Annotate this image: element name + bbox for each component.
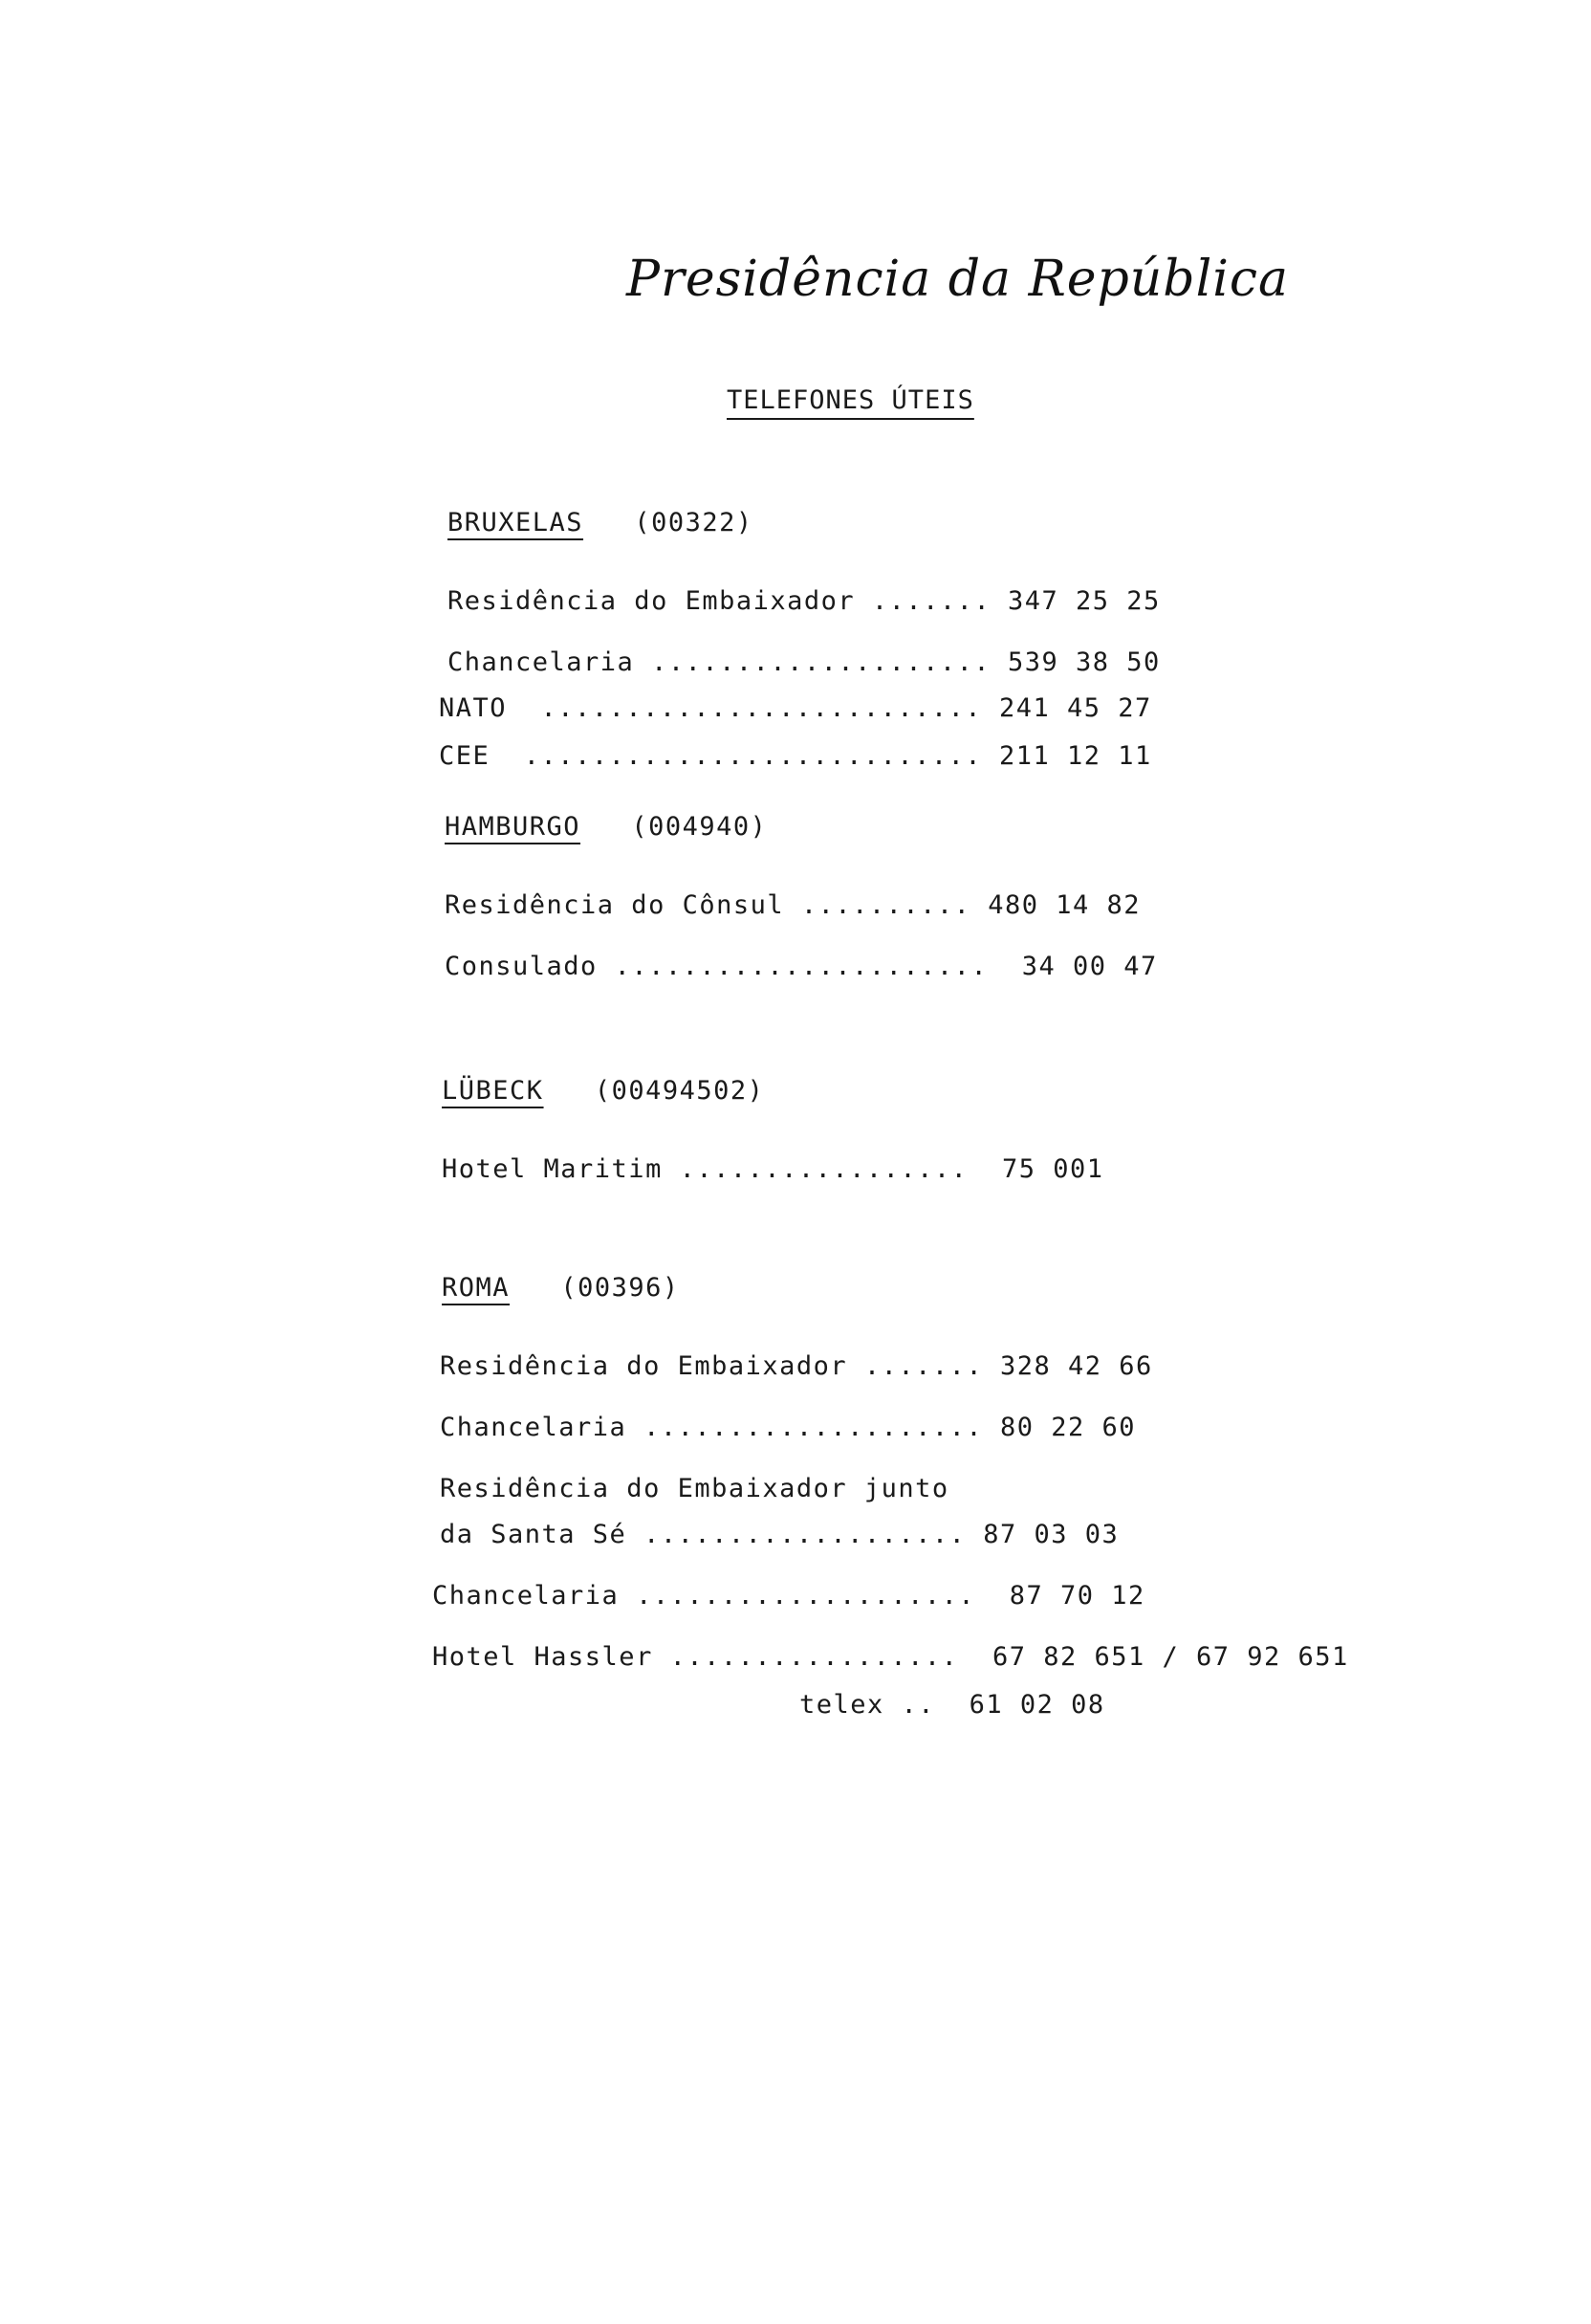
phone-entry <box>440 1350 1153 1383</box>
phone-entry <box>440 1412 1136 1444</box>
phone-entry <box>432 1580 1145 1612</box>
city-name: HAMBURGO <box>445 812 581 842</box>
letterhead: Presidência da República <box>626 251 1289 308</box>
entry-label: Residência do Cônsul <box>445 890 785 920</box>
phone-entry <box>439 740 1152 773</box>
dot-leader: ....... <box>863 1351 984 1381</box>
dot-leader: ................... <box>643 1520 967 1549</box>
section-heading-bruxelas <box>447 507 753 539</box>
dialing-code: (00396) <box>560 1273 680 1303</box>
dialing-code: (004940) <box>631 812 768 842</box>
dialing-code: (00322) <box>634 508 753 537</box>
dot-leader: ........................... <box>523 741 983 771</box>
entry-label: Chancelaria <box>447 647 635 677</box>
phone-number: 347 25 25 <box>1007 586 1161 616</box>
dot-leader: .. <box>901 1690 936 1720</box>
entry-label: Hotel Hassler <box>432 1642 653 1672</box>
section-heading-roma <box>442 1272 680 1305</box>
dot-leader: ................. <box>679 1154 969 1184</box>
city-name: ROMA <box>442 1273 511 1303</box>
phone-number: 87 03 03 <box>983 1520 1120 1549</box>
phone-number: 241 45 27 <box>998 693 1152 723</box>
entry-label: telex <box>799 1690 884 1720</box>
phone-number: 61 02 08 <box>969 1690 1105 1720</box>
phone-number: 328 42 66 <box>999 1351 1153 1381</box>
phone-entry <box>440 1473 949 1505</box>
dialing-code: (00494502) <box>594 1076 765 1106</box>
city-name: LÜBECK <box>442 1076 544 1106</box>
entry-label: NATO <box>439 693 508 723</box>
entry-label: Residência do Embaixador <box>447 586 856 616</box>
phone-number: 480 14 82 <box>988 890 1142 920</box>
dot-leader: ................. <box>669 1642 959 1672</box>
city-name: BRUXELAS <box>447 508 584 537</box>
phone-number: 211 12 11 <box>998 741 1152 771</box>
phone-entry <box>439 692 1152 725</box>
phone-number: 67 82 651 / 67 92 651 <box>992 1642 1349 1672</box>
phone-entry <box>447 647 1161 679</box>
phone-entry <box>442 1153 1104 1186</box>
phone-entry <box>447 585 1161 618</box>
section-heading-hamburgo <box>445 811 767 844</box>
phone-number: 87 70 12 <box>1009 1581 1145 1611</box>
dot-leader: .......................... <box>540 693 983 723</box>
dot-leader: .......... <box>800 890 971 920</box>
phone-number: 539 38 50 <box>1007 647 1161 677</box>
dot-leader: .................... <box>651 647 992 677</box>
entry-label: Residência do Embaixador <box>440 1351 848 1381</box>
dot-leader: .................... <box>636 1581 976 1611</box>
phone-entry <box>445 889 1141 922</box>
document-title: TELEFONES ÚTEIS <box>727 385 974 415</box>
entry-label: Chancelaria <box>440 1413 627 1442</box>
entry-label: Chancelaria <box>432 1581 620 1611</box>
section-heading-lubeck <box>442 1075 764 1107</box>
entry-label: Consulado <box>445 952 598 981</box>
entry-label: Hotel Maritim <box>442 1154 663 1184</box>
dot-leader: .................... <box>643 1413 984 1442</box>
phone-entry <box>799 1689 1105 1721</box>
phone-number: 75 001 <box>1001 1154 1104 1184</box>
phone-entry <box>440 1519 1119 1551</box>
phone-number: 34 00 47 <box>1021 952 1158 981</box>
phone-entry <box>432 1641 1349 1674</box>
phone-number: 80 22 60 <box>999 1413 1136 1442</box>
entry-label: Residência do Embaixador junto <box>440 1474 949 1503</box>
dot-leader: ....... <box>871 586 992 616</box>
entry-label: CEE <box>439 741 490 771</box>
phone-entry <box>445 951 1158 983</box>
dot-leader: ...................... <box>614 952 989 981</box>
entry-label: da Santa Sé <box>440 1520 627 1549</box>
